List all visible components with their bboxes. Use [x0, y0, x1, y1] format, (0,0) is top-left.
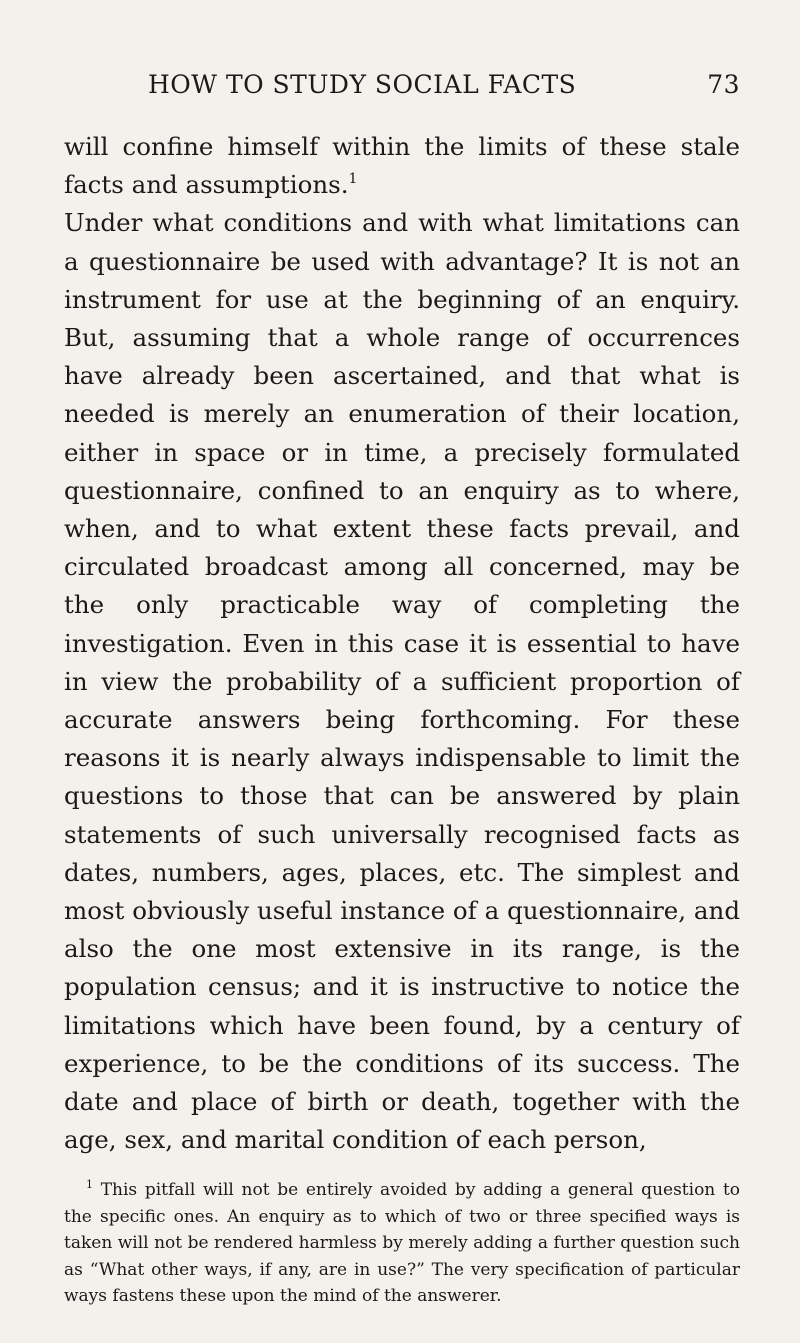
running-title: HOW TO STUDY SOCIAL FACTS	[148, 70, 577, 99]
paragraph-1-text: will confine himself within the limits of these stale facts and assumptions.	[64, 132, 740, 200]
page-number: 73	[707, 70, 740, 99]
paragraph-2: Under what conditions and with what limitations can a questionnaire be used with advantage? It is not an instrument for use at the beginning of an enquiry. But, assuming that a whole range of occurrences have already been ascertained, and that what is needed is merely an enumeration of their location, either in space or in time, a precisely formulated questionnaire, confined to an enquiry as to where, when, and to what extent these facts prevail, and circulated broadcast among all concerned, may be the only practicable way of completing the investigation. Even in this case it is essential to have in view the probability of a sufficient proportion of accurate answers being forthcoming. For these reasons it is nearly always indispensable to limit the questions to those that can be answered by plain statements of such universally recognised facts as dates, numbers, ages, places, etc. The simplest and most obviously useful instance of a questionnaire, and also the one most extensive in its range, is the population census; and it is instructive to notice the limitations which have been found, by a century of experience, to be the conditions of its success. The date and place of birth or death, together with the age, sex, and marital condition of each person,	[64, 208, 740, 1155]
footnote	[64, 1177, 740, 1310]
footnote-marker: 1	[86, 1178, 93, 1192]
footnote-paragraph	[64, 1177, 740, 1310]
footnote-text: This pitfall will not be entirely avoided by adding a general question to the specific ones. An enquiry as to which of two or three specified ways is taken will not be rendered harmless by merely adding a further question such as “What other ways, if any, are in use?” The very specification of particular ways fastens these upon the mind of the answerer.	[64, 1180, 741, 1307]
paragraph-1	[64, 128, 740, 204]
running-head	[64, 70, 740, 110]
body-text	[64, 128, 740, 1159]
footnote-reference: 1	[348, 171, 358, 188]
book-page	[64, 70, 740, 1310]
